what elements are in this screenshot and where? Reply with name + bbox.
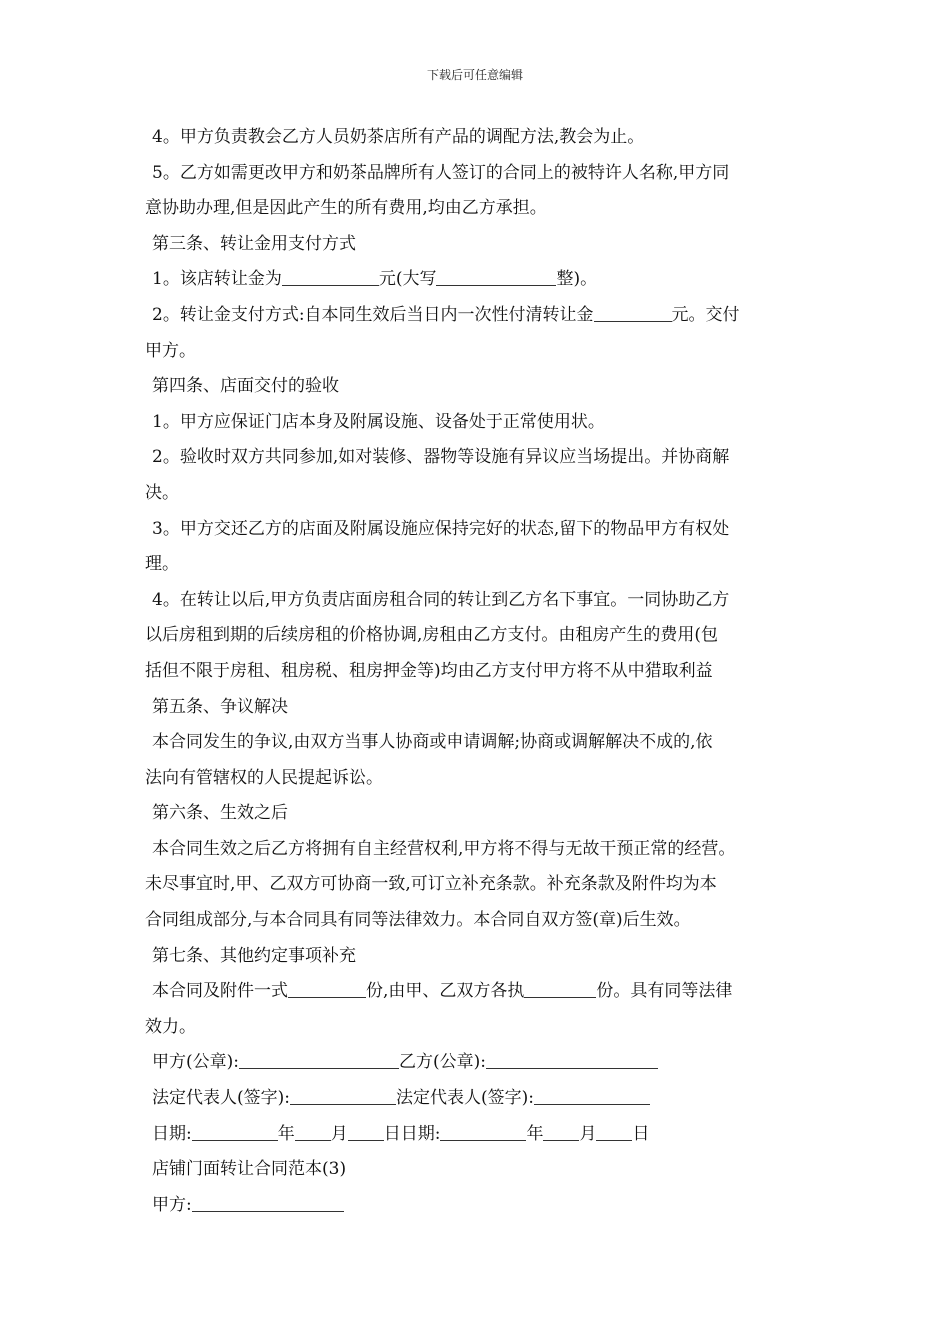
year-blank: [192, 1120, 278, 1141]
day-blank: [596, 1120, 632, 1141]
clause-text: 2。转让金支付方式:自本同生效后当日内一次性付清转让金: [152, 304, 594, 325]
transfer-fee-line: [145, 262, 835, 298]
party-b-seal-label: 乙方(公章):: [399, 1052, 486, 1073]
page-header-note: 下载后可任意编辑: [426, 68, 523, 82]
clause-text: 决。: [145, 482, 179, 503]
party-a-signature-blank: [290, 1084, 396, 1105]
clause-text: 份,由甲、乙双方各执: [366, 981, 525, 1002]
year-blank: [440, 1120, 526, 1141]
clause-text: 2。验收时双方共同参加,如对装修、器物等设施有异议应当场提出。并协商解: [152, 447, 730, 468]
payment-method-line: [145, 298, 835, 334]
amount-blank: [282, 265, 379, 286]
party-b-representative-label: 法定代表人(签字):: [396, 1088, 534, 1109]
party-b-seal-blank: [486, 1048, 658, 1069]
party-a-name-blank: [192, 1191, 344, 1212]
party-a-seal-label: 甲方(公章):: [152, 1052, 239, 1073]
clause-text: 本合同生效之后乙方将拥有自主经营权利,甲方将不得与无故干预正常的经营。: [152, 838, 736, 859]
clause-text: 1。甲方应保证门店本身及附属设施、设备处于正常使用状。: [152, 411, 605, 432]
date-line: [145, 1117, 835, 1153]
article-heading: 第七条、其他约定事项补充: [152, 945, 356, 966]
clause-text: 元。交付: [671, 304, 740, 325]
contract-body: [145, 120, 835, 1223]
date-label: 日期:: [152, 1123, 192, 1144]
clause-text: 合同组成部分,与本合同具有同等法律效力。本合同自双方签(章)后生效。: [145, 910, 691, 931]
day-label: 日: [632, 1123, 650, 1144]
article-heading: 第五条、争议解决: [152, 696, 288, 717]
copies-each-blank: [524, 977, 596, 998]
clause-text: 法向有管辖权的人民提起诉讼。: [145, 767, 383, 788]
clause-text: 1。该店转让金为: [152, 269, 282, 290]
article-heading: 第六条、生效之后: [152, 803, 288, 824]
clause-text: 以后房租到期的后续房租的价格协调,房租由乙方支付。由租房产生的费用(包: [145, 625, 719, 646]
section-title: 店铺门面转让合同范本(3): [152, 1159, 347, 1180]
clause-text: 4。在转让以后,甲方负责店面房租合同的转让到乙方名下事宜。一同协助乙方: [152, 589, 730, 610]
copies-line: [145, 974, 835, 1010]
party-a-seal-blank: [239, 1048, 399, 1069]
clause-text: 括但不限于房租、租房税、租房押金等)均由乙方支付甲方将不从中猎取利益: [145, 660, 713, 681]
clause-text: 整)。: [556, 269, 598, 290]
amount-blank: [594, 301, 672, 322]
day-date-label: 日日期:: [383, 1123, 441, 1144]
party-a-representative-label: 法定代表人(签字):: [152, 1088, 290, 1109]
clause-text: 本合同及附件一式: [152, 981, 288, 1002]
amount-words-blank: [436, 265, 556, 286]
clause-text: 5。乙方如需更改甲方和奶茶品牌所有人签订的合同上的被特许人名称,甲方同: [152, 162, 730, 183]
clause-text: 份。具有同等法律: [596, 981, 733, 1002]
year-label: 年: [277, 1123, 295, 1144]
clause-text: 元(大写: [378, 269, 437, 290]
clause-text: 理。: [145, 554, 179, 575]
clause-text: 效力。: [145, 1016, 196, 1037]
clause-text: 3。甲方交还乙方的店面及附属设施应保持完好的状态,留下的物品甲方有权处: [152, 518, 730, 539]
clause-text: 4。甲方负责教会乙方人员奶茶店所有产品的调配方法,教会为止。: [152, 127, 645, 147]
clause-text: 未尽事宜时,甲、乙双方可协商一致,可订立补充条款。补充条款及附件均为本: [145, 874, 717, 895]
month-label: 月: [579, 1123, 597, 1144]
representative-line: [145, 1081, 835, 1117]
party-a-label: 甲方:: [152, 1194, 192, 1215]
year-label: 年: [526, 1123, 544, 1144]
article-heading: 第三条、转让金用支付方式: [152, 233, 356, 254]
month-label: 月: [330, 1123, 348, 1144]
clause-text: 甲方。: [145, 340, 196, 361]
clause-text: 意协助办理,但是因此产生的所有费用,均由乙方承担。: [145, 198, 547, 219]
seal-line: [145, 1045, 835, 1081]
month-blank: [295, 1120, 331, 1141]
month-blank: [543, 1120, 579, 1141]
clause-text: 本合同发生的争议,由双方当事人协商或申请调解;协商或调解解决不成的,依: [152, 732, 713, 753]
day-blank: [348, 1120, 384, 1141]
party-a-line: [145, 1188, 835, 1224]
article-heading: 第四条、店面交付的验收: [152, 376, 339, 397]
copies-blank: [288, 977, 366, 998]
party-b-signature-blank: [534, 1084, 650, 1105]
